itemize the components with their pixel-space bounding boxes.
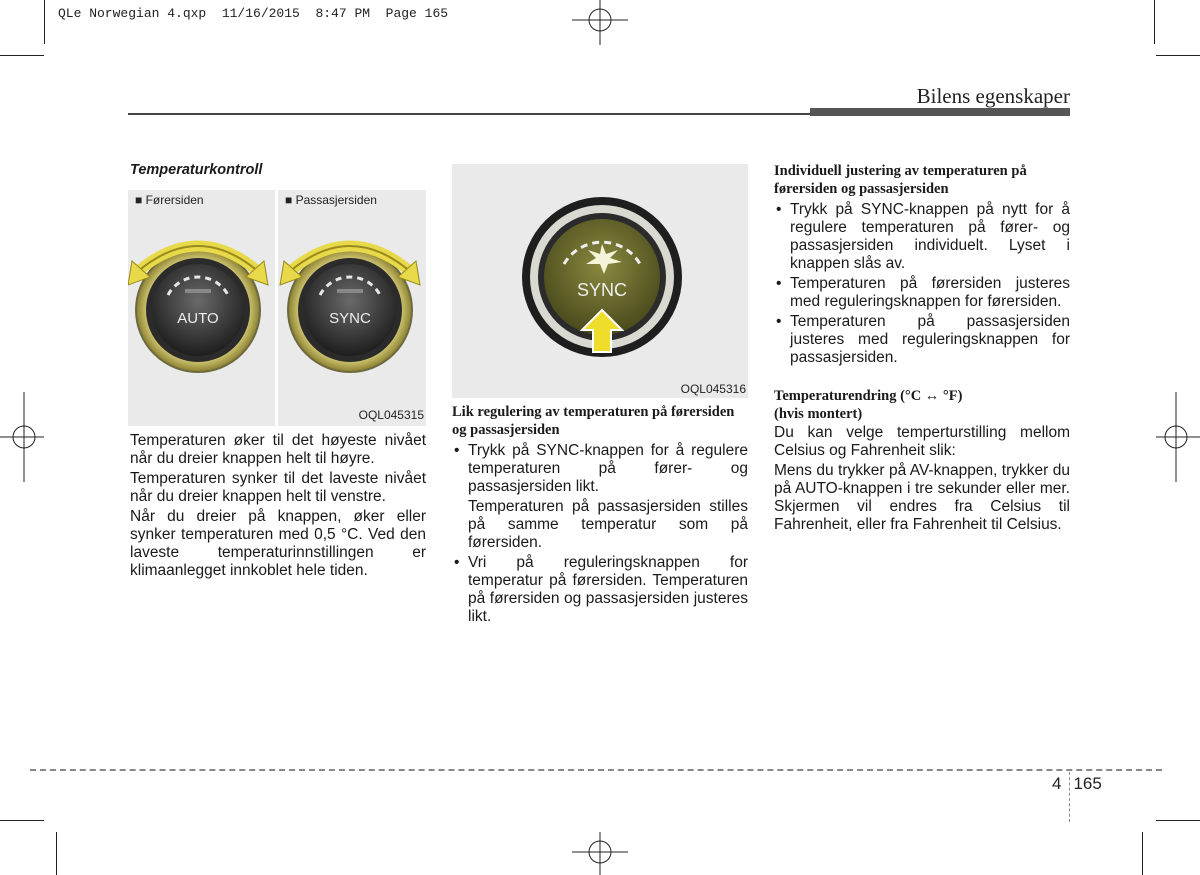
sync-button-illustration bbox=[512, 192, 692, 362]
registration-mark-left bbox=[0, 392, 44, 482]
subheading-individual: Individuell justering av temperaturen på førersiden og passasjersiden bbox=[774, 163, 1027, 197]
bullet-list bbox=[452, 442, 748, 626]
list-item: • Trykk på SYNC-knappen på nytt for å regulere temperaturen på fører- og passasjersiden individuelt. Lyset i knappen slås av. bbox=[774, 201, 1070, 273]
figure-driver-knob bbox=[128, 190, 275, 426]
sync-button-label: SYNC bbox=[576, 280, 628, 300]
paragraph: Når du dreier på knappen, øker eller synker temperaturen med 0,5 °C. Ved den laveste temperaturinnstillingen er klimaanlegget innkoblet hele tiden. bbox=[130, 508, 426, 579]
list-item: • Temperaturen på passasjersiden justeres med reguleringsknappen for passasjersiden. bbox=[774, 313, 1070, 367]
print-slug: QLe Norwegian 4.qxp 11/16/2015 8:47 PM Page 165 bbox=[58, 6, 449, 21]
chapter-number: 4 bbox=[1052, 774, 1062, 793]
figure-passenger-knob bbox=[278, 190, 426, 426]
list-item: • Trykk på SYNC-knappen for å regulere temperaturen på fører- og passasjersiden likt. Temperaturen på passasjersiden stilles på samme temperatur som på førersiden. bbox=[452, 442, 748, 552]
column-1-text bbox=[130, 432, 426, 580]
figure-sync-button bbox=[452, 164, 748, 398]
sync-knob-label: SYNC bbox=[329, 310, 371, 327]
sync-knob-illustration bbox=[278, 225, 426, 375]
subheading-temp-unit: Temperaturendring (°C ↔ °F) (hvis montert) bbox=[774, 388, 963, 422]
bullet-list bbox=[774, 201, 1070, 367]
header-rule bbox=[128, 113, 810, 115]
section-title: Temperaturkontroll bbox=[130, 162, 263, 178]
auto-knob-illustration bbox=[128, 225, 275, 375]
list-item: • Temperaturen på førersiden justeres med reguleringsknappen for førersiden. bbox=[774, 275, 1070, 311]
paragraph: Du kan velge temperturstilling mellom Celsius og Fahrenheit slik: bbox=[774, 424, 1070, 459]
header-rule-accent bbox=[810, 108, 1070, 116]
paragraph: Mens du trykker på AV-knappen, trykker du på AUTO-knappen i tre sekunder eller mer. Skjermen vil endres fra Celsius til Fahrenheit, eller fra Fahrenheit til Celsius. bbox=[774, 462, 1070, 533]
list-item: • Vri på reguleringsknappen for temperatur på førersiden. Temperaturen på førersiden og passasjersiden justeres likt. bbox=[452, 554, 748, 626]
subheading-sync: Lik regulering av temperaturen på førersiden og passasjersiden bbox=[452, 404, 735, 438]
figure-caption-2: OQL045316 bbox=[680, 382, 746, 396]
auto-knob-label: AUTO bbox=[177, 310, 219, 327]
figure-caption-1: OQL045315 bbox=[358, 408, 424, 422]
chapter-title: Bilens egenskaper bbox=[916, 84, 1070, 108]
column-2-text bbox=[452, 403, 748, 628]
footer-dashed-rule bbox=[30, 769, 1162, 771]
figure-label-passenger: ■ Passasjersiden bbox=[285, 193, 377, 207]
column-3-text bbox=[774, 162, 1070, 534]
page-number-value: 165 bbox=[1073, 774, 1102, 793]
figure-label-driver: ■ Førersiden bbox=[135, 193, 204, 207]
registration-mark-bottom bbox=[572, 828, 628, 875]
registration-mark-top bbox=[572, 0, 628, 50]
paragraph: Temperaturen synker til det laveste nivået når du dreier knappen helt til venstre. bbox=[130, 470, 426, 505]
registration-mark-right bbox=[1156, 392, 1200, 482]
paragraph: Temperaturen øker til det høyeste nivået når du dreier knappen helt til høyre. bbox=[130, 432, 426, 467]
page-number bbox=[1052, 774, 1102, 794]
list-item-continuation: Temperaturen på passasjersiden stilles på samme temperatur som på førersiden. bbox=[468, 498, 748, 551]
